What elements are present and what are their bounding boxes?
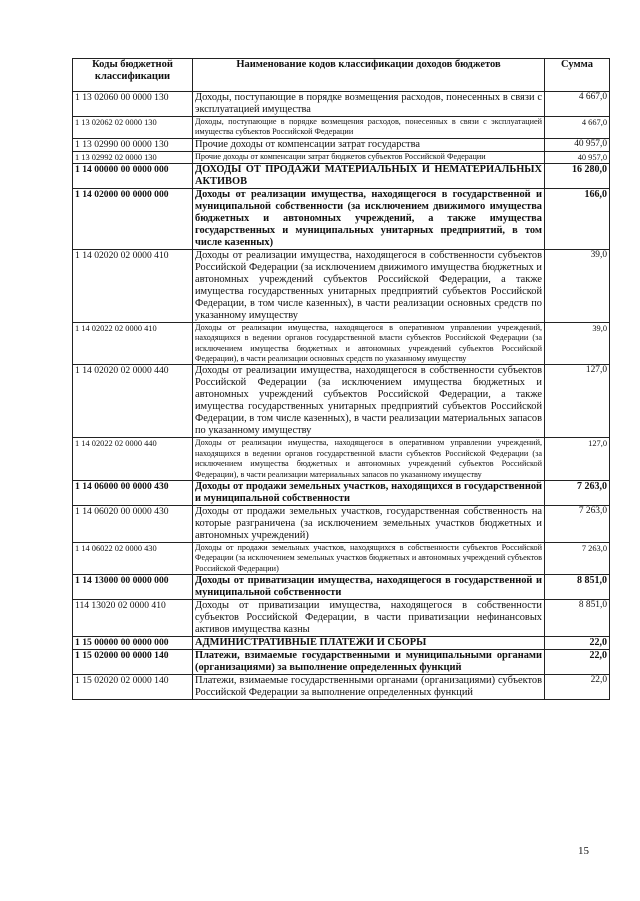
table-row xyxy=(73,543,610,575)
table-row xyxy=(73,637,610,650)
table-row xyxy=(73,117,610,139)
row-code: 114 13020 02 0000 410 xyxy=(73,600,193,637)
row-sum: 7 263,0 xyxy=(545,481,610,506)
row-code: 1 15 02000 00 0000 140 xyxy=(73,650,193,675)
row-code: 1 13 02062 02 0000 130 xyxy=(73,117,193,139)
row-name: Прочие доходы от компенсации затрат бюджетов субъектов Российской Федерации xyxy=(193,151,545,163)
row-code: 1 13 02060 00 0000 130 xyxy=(73,92,193,117)
row-sum: 39,0 xyxy=(545,322,610,365)
table-row xyxy=(73,650,610,675)
table-row xyxy=(73,163,610,188)
row-name: Платежи, взимаемые государственными и муниципальными органами (организациями) за выполнение определенных функций xyxy=(193,650,545,675)
row-name: Доходы от продажи земельных участков, государственная собственность на которые разграничена (за исключением земельных участков бюджетных и автономных учреждений) xyxy=(193,506,545,543)
row-sum: 8 851,0 xyxy=(545,600,610,637)
table-row xyxy=(73,600,610,637)
row-sum: 39,0 xyxy=(545,249,610,322)
table-row xyxy=(73,506,610,543)
row-sum: 8 851,0 xyxy=(545,575,610,600)
row-code: 1 14 06000 00 0000 430 xyxy=(73,481,193,506)
table-row xyxy=(73,92,610,117)
row-name: Платежи, взимаемые государственными органами (организациями) субъектов Российской Федерации за выполнение определенных функций xyxy=(193,675,545,700)
table-row xyxy=(73,188,610,249)
row-code: 1 14 02022 02 0000 410 xyxy=(73,322,193,365)
row-name: Доходы от реализации имущества, находящегося в собственности субъектов Российской Федерации (за исключением движимого имущества бюджетных и автономных учреждений субъектов Российской Федерации, а также имущества государственных унитарных предприятий субъектов Российской Федерации, в том числе казенных), в части реализации основных средств по указанному имуществу xyxy=(193,249,545,322)
table-row xyxy=(73,249,610,322)
row-sum: 7 263,0 xyxy=(545,543,610,575)
row-sum: 22,0 xyxy=(545,650,610,675)
table-header-row xyxy=(73,59,610,92)
row-code: 1 14 02022 02 0000 440 xyxy=(73,438,193,481)
row-sum: 22,0 xyxy=(545,637,610,650)
row-code: 1 15 02020 02 0000 140 xyxy=(73,675,193,700)
row-name: Доходы от реализации имущества, находящегося в государственной и муниципальной собственности (за исключением движимого имущества бюджетных и автономных учреждений, а также имущества государственных и муниципальных унитарных предприятий, в том числе казенных) xyxy=(193,188,545,249)
row-name: Доходы от реализации имущества, находящегося в оперативном управлении учреждений, находящихся в ведении органов государственной власти субъектов Российской Федерации (за исключением имущества бюджетных и автономных учреждений субъектов Российской Федерации), в части реализации материальных запасов по указанному имуществу xyxy=(193,438,545,481)
row-code: 1 14 00000 00 0000 000 xyxy=(73,163,193,188)
table-row xyxy=(73,151,610,163)
row-code: 1 14 02000 00 0000 000 xyxy=(73,188,193,249)
row-name: АДМИНИСТРАТИВНЫЕ ПЛАТЕЖИ И СБОРЫ xyxy=(193,637,545,650)
row-code: 1 14 02020 02 0000 440 xyxy=(73,365,193,438)
row-sum: 166,0 xyxy=(545,188,610,249)
table-row xyxy=(73,575,610,600)
row-code: 1 14 06022 02 0000 430 xyxy=(73,543,193,575)
row-name: Доходы от приватизации имущества, находящегося в собственности субъектов Российской Федерации, в части приватизации нефинансовых активов имущества казны xyxy=(193,600,545,637)
row-sum: 7 263,0 xyxy=(545,506,610,543)
row-code: 1 13 02990 00 0000 130 xyxy=(73,138,193,151)
row-code: 1 14 02020 02 0000 410 xyxy=(73,249,193,322)
row-sum: 4 667,0 xyxy=(545,92,610,117)
table-row xyxy=(73,675,610,700)
row-name: Прочие доходы от компенсации затрат государства xyxy=(193,138,545,151)
row-sum: 127,0 xyxy=(545,365,610,438)
row-sum: 16 280,0 xyxy=(545,163,610,188)
row-name: Доходы от продажи земельных участков, находящихся в государственной и муниципальной собственности xyxy=(193,481,545,506)
row-sum: 127,0 xyxy=(545,438,610,481)
row-name: ДОХОДЫ ОТ ПРОДАЖИ МАТЕРИАЛЬНЫХ И НЕМАТЕРИАЛЬНЫХ АКТИВОВ xyxy=(193,163,545,188)
row-name: Доходы от реализации имущества, находящегося в собственности субъектов Российской Федерации (за исключением имущества бюджетных и автономных учреждений субъектов Российской Федерации, а также имущества государственных унитарных предприятий субъектов Российской Федерации, в том числе казенных), в части реализации материальных запасов по указанному имуществу xyxy=(193,365,545,438)
row-sum: 40 957,0 xyxy=(545,138,610,151)
table-row xyxy=(73,365,610,438)
row-code: 1 13 02992 02 0000 130 xyxy=(73,151,193,163)
row-name: Доходы от реализации имущества, находящегося в оперативном управлении учреждений, находящихся в ведении органов государственной власти субъектов Российской Федерации (за исключением имущества бюджетных и автономных учреждений субъектов Российской Федерации), в части реализации основных средств по указанному имуществу xyxy=(193,322,545,365)
header-code: Коды бюджетной классификации xyxy=(73,59,193,92)
row-name: Доходы, поступающие в порядке возмещения расходов, понесенных в связи с эксплуатацией имущества xyxy=(193,92,545,117)
row-sum: 22,0 xyxy=(545,675,610,700)
row-code: 1 15 00000 00 0000 000 xyxy=(73,637,193,650)
row-sum: 4 667,0 xyxy=(545,117,610,139)
table-row xyxy=(73,322,610,365)
row-name: Доходы, поступающие в порядке возмещения расходов, понесенных в связи с эксплуатацией имущества субъектов Российской Федерации xyxy=(193,117,545,139)
table-row xyxy=(73,481,610,506)
row-name: Доходы от приватизации имущества, находящегося в государственной и муниципальной собственности xyxy=(193,575,545,600)
table-row xyxy=(73,138,610,151)
row-name: Доходы от продажи земельных участков, находящихся в собственности субъектов Российской Федерации (за исключением земельных участков бюджетных и автономных учреждений субъектов Российской Федерации) xyxy=(193,543,545,575)
page-number: 15 xyxy=(578,845,589,857)
header-name: Наименование кодов классификации доходов бюджетов xyxy=(193,59,545,92)
row-sum: 40 957,0 xyxy=(545,151,610,163)
table-row xyxy=(73,438,610,481)
row-code: 1 14 06020 00 0000 430 xyxy=(73,506,193,543)
header-sum: Сумма xyxy=(545,59,610,92)
revenue-table xyxy=(72,58,610,700)
row-code: 1 14 13000 00 0000 000 xyxy=(73,575,193,600)
